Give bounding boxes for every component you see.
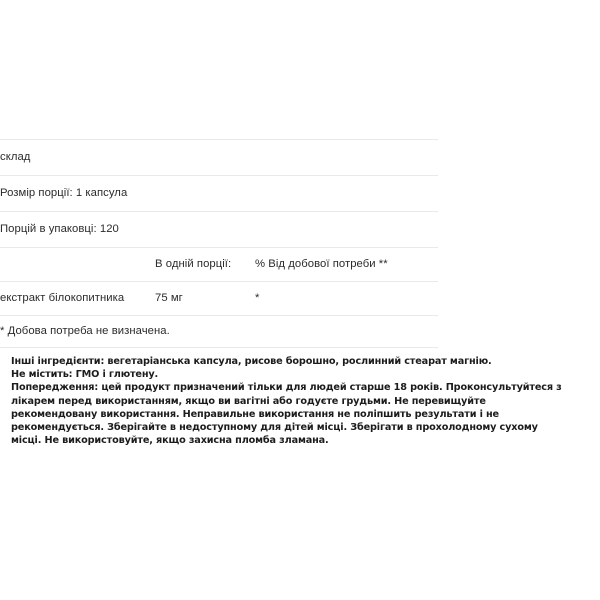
other-ingredients-text: Інші інгредієнти: вегетаріанська капсула, рисове борошно, рослинний стеарат магнію.: [11, 356, 492, 367]
warning-text: Попередження: цей продукт призначений тільки для людей старше 18 років. Проконсультуйтеся з лікарем перед використанням, якщо ви вагітні або годуєте грудьми. Не перевищуйте рекомендовану використання. Неправильне використання не поліпшить результати і не рекомендується. Зберігайте в недоступному для дітей місці. Зберігати в прохолодному сухому місці. Не використовуйте, якщо захисна пломба зламана.: [11, 382, 562, 447]
supplement-facts-table: [0, 139, 438, 348]
free-from-text: Не містить: ГМО і глютену.: [11, 369, 159, 381]
table-row-serving-size: [0, 176, 438, 212]
table-header-row: [0, 248, 438, 282]
table-row: [0, 282, 438, 316]
ingredient-amount: 75 мг: [155, 292, 183, 305]
column-header-daily-value: % Від добової потреби **: [255, 258, 388, 271]
table-row-servings-per-container: [0, 212, 438, 248]
table-row-title: [0, 140, 438, 176]
daily-value-footnote: * Добова потреба не визначена.: [0, 325, 170, 338]
serving-size-text: Розмір порції: 1 капсула: [0, 187, 128, 200]
column-header-blank: [0, 248, 155, 282]
supplement-facts-title: склад: [0, 151, 31, 164]
column-header-amount-per-serving: В одній порції:: [155, 258, 232, 271]
table-row-footnote: [0, 316, 438, 348]
servings-per-container-text: Порцій в упаковці: 120: [0, 223, 119, 236]
ingredient-name: екстракт білокопитника: [0, 292, 125, 305]
label-details-block: [11, 355, 563, 447]
ingredient-daily-value: *: [255, 292, 260, 305]
